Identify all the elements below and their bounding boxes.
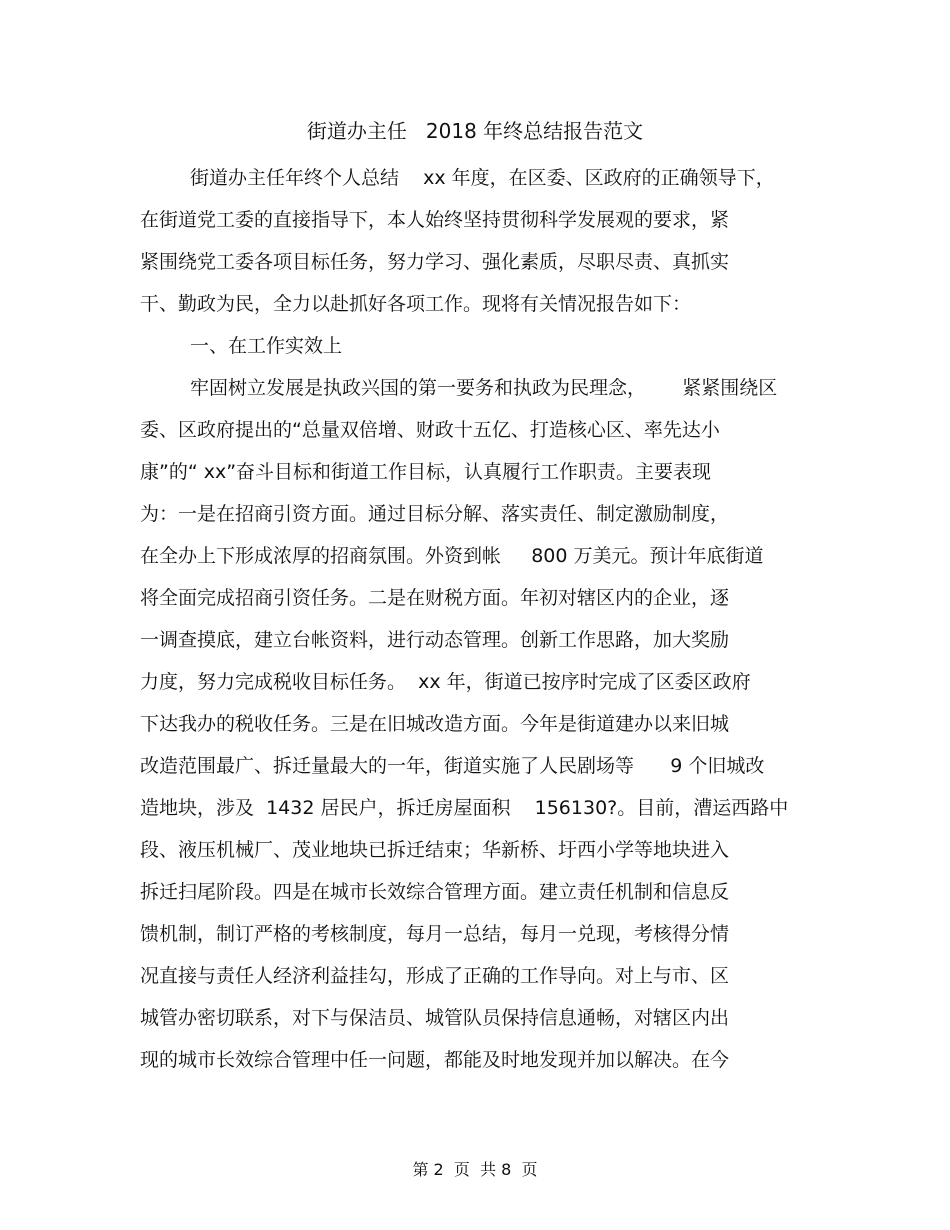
paragraph-line: 将全面完成招商引资任务。二是在财税方面。年初对辖区内的企业，逐 bbox=[140, 587, 730, 609]
paragraph-line: 馈机制，制订严格的考核制度，每月一总结，每月一兑现，考核得分情 bbox=[140, 923, 730, 945]
paragraph-line: 力度，努力完成税收目标任务。 xx 年，街道已按序时完成了区委区政府 bbox=[140, 671, 751, 693]
paragraph-line: 街道办主任年终个人总结 xx 年度，在区委、区政府的正确领导下， bbox=[190, 167, 775, 189]
paragraph-line: 牢固树立发展是执政兴国的第一要务和执政为民理念， 紧紧围绕区 bbox=[190, 377, 778, 399]
section-heading: 一、在工作实效上 bbox=[190, 335, 343, 357]
paragraph-line: 造地块，涉及 1432 居民户，拆迁房屋面积 156130?。目前，漕运西路中 bbox=[140, 797, 789, 819]
paragraph-line: 城管办密切联系，对下与保洁员、城管队员保持信息通畅，对辖区内出 bbox=[140, 1007, 730, 1029]
paragraph-line: 康”的“ xx”奋斗目标和街道工作目标，认真履行工作职责。主要表现 bbox=[140, 461, 712, 483]
paragraph-line: 改造范围最广、拆迁量最大的一年，街道实施了人民剧场等 9 个旧城改 bbox=[140, 755, 765, 777]
paragraph-line: 为：一是在招商引资方面。通过目标分解、落实责任、制定激励制度， bbox=[140, 503, 730, 525]
paragraph-line: 况直接与责任人经济利益挂勾，形成了正确的工作导向。对上与市、区 bbox=[140, 965, 730, 987]
paragraph-line: 紧围绕党工委各项目标任务，努力学习、强化素质，尽职尽责、真抓实 bbox=[140, 251, 730, 273]
paragraph-line: 在街道党工委的直接指导下，本人始终坚持贯彻科学发展观的要求，紧 bbox=[140, 209, 730, 231]
paragraph-line: 拆迁扫尾阶段。四是在城市长效综合管理方面。建立责任机制和信息反 bbox=[140, 881, 730, 903]
paragraph-line: 段、液压机械厂、茂业地块已拆迁结束；华新桥、圩西小学等地块进入 bbox=[140, 839, 730, 861]
paragraph-line: 干、勤政为民，全力以赴抓好各项工作。现将有关情况报告如下： bbox=[140, 293, 692, 315]
paragraph-line: 一调查摸底，建立台帐资料，进行动态管理。创新工作思路，加大奖励 bbox=[140, 629, 730, 651]
paragraph-line: 委、区政府提出的“总量双倍增、财政十五亿、打造核心区、率先达小 bbox=[140, 419, 720, 441]
paragraph-line: 在全办上下形成浓厚的招商氛围。外资到帐 800 万美元。预计年底街道 bbox=[140, 545, 764, 567]
paragraph-line: 下达我办的税收任务。三是在旧城改造方面。今年是街道建办以来旧城 bbox=[140, 713, 730, 735]
document-title: 街道办主任 2018 年终总结报告范文 bbox=[306, 119, 644, 143]
page-footer: 第 2 页 共 8 页 bbox=[412, 1160, 538, 1179]
paragraph-line: 现的城市长效综合管理中任一问题，都能及时地发现并加以解决。在今 bbox=[140, 1049, 730, 1071]
